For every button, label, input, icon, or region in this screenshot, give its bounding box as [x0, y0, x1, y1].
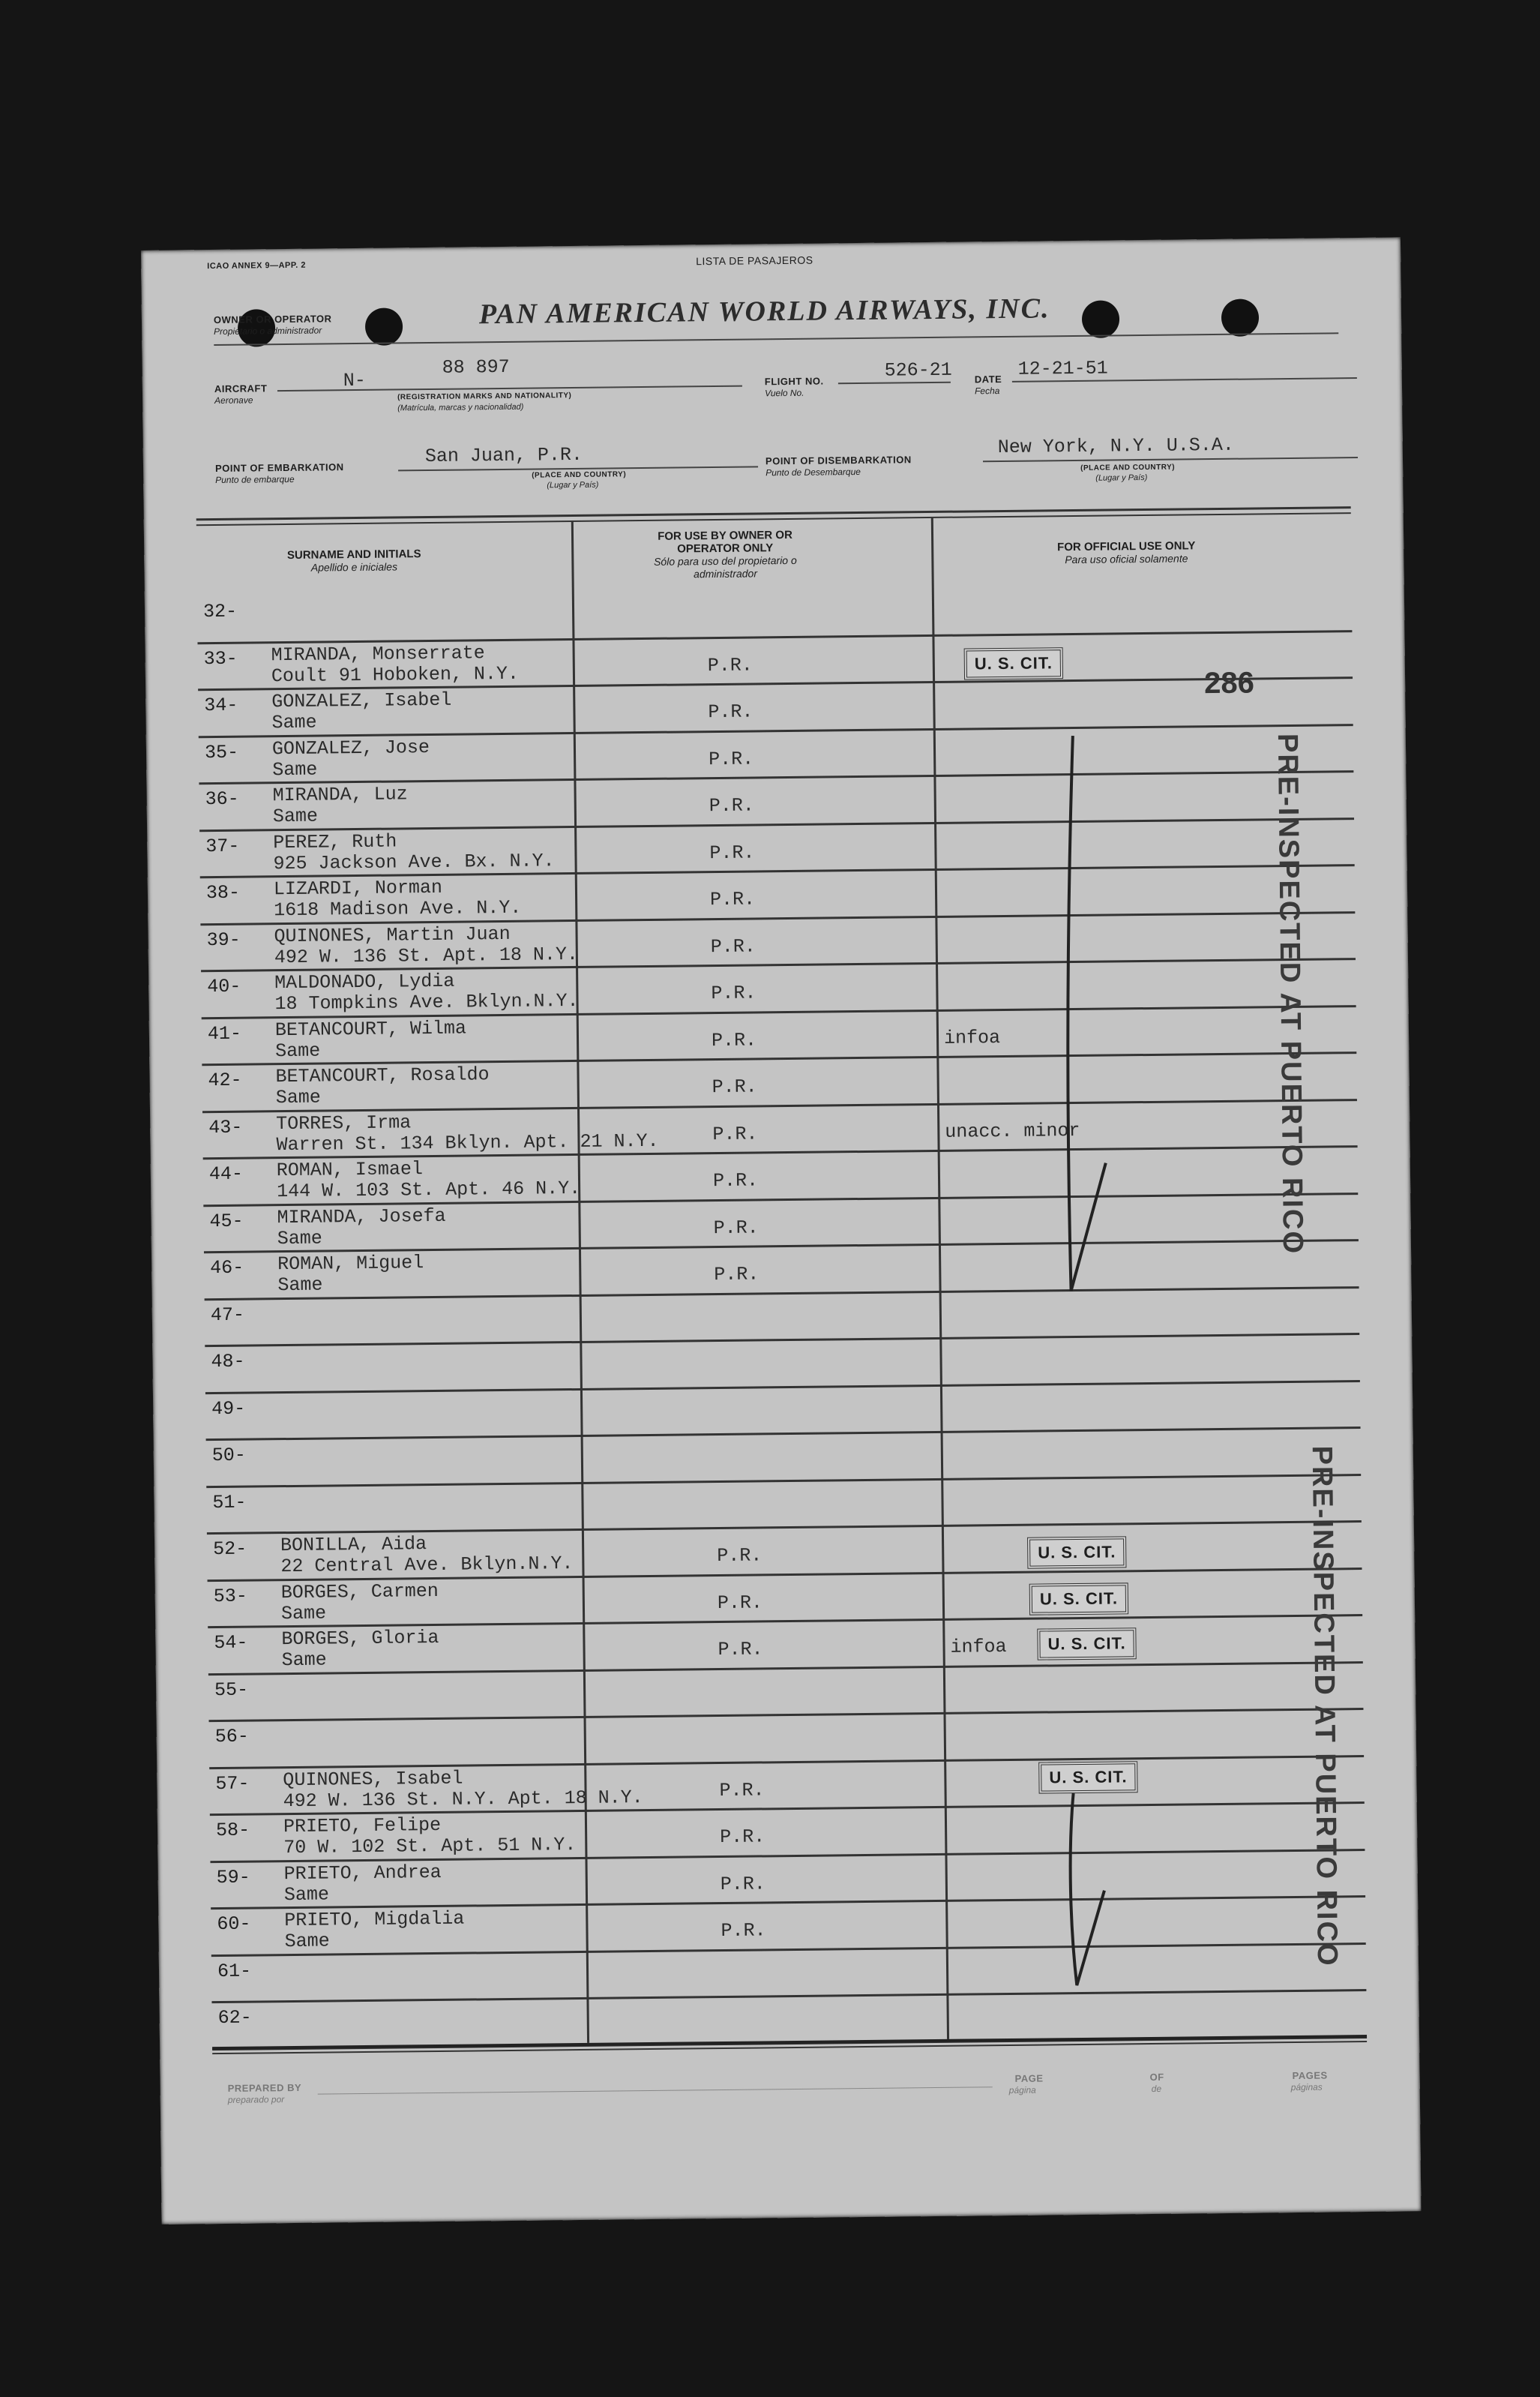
prepared-label-es: preparado por — [227, 2094, 285, 2105]
passenger-origin-code: P.R. — [707, 653, 753, 676]
row-number: 43- — [208, 1116, 243, 1138]
manifest-sheet — [141, 237, 1421, 2224]
passenger-note: unacc. minor — [945, 1119, 1080, 1143]
embark-label: POINT OF EMBARKATION — [214, 461, 344, 474]
registration-note: (REGISTRATION MARKS AND NATIONALITY) — [397, 391, 572, 402]
passenger-name: ROMAN, Ismael — [276, 1158, 424, 1182]
row-number: 62- — [217, 2006, 252, 2030]
aircraft-label-es: Aeronave — [214, 394, 253, 406]
passenger-name: BORGES, Gloria — [281, 1626, 439, 1651]
passenger-address: 492 W. 136 St. Apt. 18 N.Y. — [274, 943, 579, 968]
row-number: 45- — [209, 1210, 244, 1232]
pages-label-es: páginas — [1290, 2081, 1323, 2093]
passenger-origin-code: P.R. — [717, 1544, 763, 1568]
aircraft-label: AIRCRAFT — [214, 382, 268, 394]
passenger-name: TORRES, Irma — [276, 1111, 412, 1135]
passenger-name: PRIETO, Migdalia — [284, 1907, 465, 1932]
passenger-origin-code: P.R. — [714, 1263, 760, 1286]
page-count-number: 286 — [1203, 666, 1255, 700]
embark-place-note-es: (Lugar y País) — [547, 480, 599, 490]
row-number: 50- — [211, 1444, 246, 1467]
page-label-es: página — [1008, 2084, 1036, 2096]
passenger-origin-code: P.R. — [721, 1919, 766, 1942]
row-number: 34- — [204, 694, 238, 717]
embark-label-es: Punto de embarque — [215, 473, 295, 485]
passenger-address: 144 W. 103 St. Apt. 46 N.Y. — [276, 1177, 581, 1203]
row-number: 52- — [212, 1538, 247, 1561]
row-number: 60- — [217, 1912, 251, 1936]
passenger-origin-code: P.R. — [709, 841, 755, 864]
us-citizen-stamp: U. S. CIT. — [1029, 1582, 1129, 1615]
passenger-name: MIRANDA, Monserrate — [271, 641, 485, 666]
check-mark-icon — [141, 237, 1421, 2224]
row-number: 32- — [202, 600, 238, 623]
flight-date: 12-21-51 — [1017, 357, 1108, 380]
row-number: 37- — [205, 835, 240, 857]
annex-label: ICAO ANNEX 9—APP. 2 — [207, 260, 307, 272]
disembark-place-note: (PLACE AND COUNTRY) — [1080, 463, 1176, 472]
passenger-address: Same — [271, 711, 317, 734]
passenger-origin-code: P.R. — [717, 1591, 763, 1614]
disembark-label-es: Punto de Desembarque — [766, 466, 861, 478]
row-number: 48- — [211, 1350, 245, 1373]
passenger-address: Same — [277, 1274, 323, 1297]
passenger-origin-code: P.R. — [719, 1778, 765, 1802]
row-number: 39- — [206, 928, 241, 951]
row-number: 36- — [205, 788, 239, 811]
passenger-origin-code: P.R. — [711, 982, 757, 1005]
registration-note-es: (Matrícula, marcas y nacionalidad) — [397, 402, 524, 413]
pages-label: PAGES — [1292, 2069, 1328, 2082]
date-label: DATE — [974, 373, 1002, 386]
flight-label-es: Vuelo No. — [764, 387, 804, 399]
passenger-address: Same — [272, 805, 319, 828]
passenger-name: GONZALEZ, Jose — [271, 736, 430, 760]
passenger-address: Same — [275, 1086, 322, 1109]
passenger-name: MALDONADO, Lydia — [274, 970, 455, 994]
passenger-address: Same — [275, 1040, 321, 1062]
col-header-surname-es: Apellido e iniciales — [310, 560, 398, 574]
flight-label: FLIGHT NO. — [764, 375, 824, 388]
row-number: 40- — [207, 975, 241, 998]
row-number: 35- — [204, 741, 239, 764]
passenger-address: Same — [283, 1882, 330, 1906]
col-header-surname-text: SURNAME AND INITIALS — [286, 548, 421, 562]
passenger-address: 925 Jackson Ave. Bx. N.Y. — [273, 849, 555, 874]
row-number: 57- — [215, 1772, 250, 1795]
prepared-label: PREPARED BY — [227, 2081, 302, 2094]
passenger-note: infoa — [943, 1026, 1001, 1049]
passenger-address: Same — [284, 1930, 330, 1953]
passenger-address: 1618 Madison Ave. N.Y. — [274, 896, 522, 922]
us-citizen-stamp: U. S. CIT. — [964, 647, 1064, 680]
aircraft-prefix: N- — [343, 369, 366, 392]
row-number: 38- — [205, 881, 241, 904]
passenger-origin-code: P.R. — [712, 1122, 758, 1145]
disembark-place: New York, N.Y. U.S.A. — [997, 434, 1235, 459]
passenger-origin-code: P.R. — [709, 794, 754, 818]
preinspected-stamp: PRE-INSPECTED AT PUERTO RICO — [1305, 1445, 1344, 1967]
passenger-origin-code: P.R. — [712, 1076, 757, 1099]
passenger-origin-code: P.R. — [720, 1872, 766, 1895]
passenger-name: GONZALEZ, Isabel — [271, 688, 452, 713]
passenger-name: ROMAN, Miguel — [277, 1252, 424, 1276]
flight-number: 526-21 — [884, 358, 952, 382]
passenger-name: QUINONES, Isabel — [283, 1767, 463, 1791]
passenger-name: PRIETO, Andrea — [283, 1861, 442, 1885]
row-number: 33- — [203, 647, 238, 670]
disembark-label: POINT OF DISEMBARKATION — [765, 454, 912, 467]
passenger-origin-code: P.R. — [709, 888, 756, 911]
passenger-name: BONILLA, Aida — [280, 1533, 427, 1557]
row-number: 47- — [210, 1304, 245, 1326]
owner-label-es: Propietario o administrador — [214, 325, 322, 337]
us-citizen-stamp: U. S. CIT. — [1037, 1628, 1137, 1660]
embark-place-note: (PLACE AND COUNTRY) — [532, 470, 627, 480]
passenger-name: MIRANDA, Josefa — [277, 1204, 446, 1228]
embark-place: San Juan, P.R. — [424, 443, 583, 468]
row-number: 61- — [217, 1960, 252, 1982]
of-label: OF — [1149, 2071, 1164, 2084]
passenger-origin-code: P.R. — [708, 747, 754, 770]
disembark-place-note-es: (Lugar y País) — [1095, 472, 1148, 483]
date-label-es: Fecha — [974, 386, 1000, 397]
airline-name: PAN AMERICAN WORLD AIRWAYS, INC. — [478, 292, 1050, 331]
passenger-address: 492 W. 136 St. N.Y. Apt. 18 N.Y. — [283, 1786, 643, 1812]
passenger-address: Same — [280, 1602, 327, 1624]
passenger-name: BETANCOURT, Rosaldo — [275, 1064, 490, 1088]
passenger-origin-code: P.R. — [720, 1826, 766, 1849]
col-header-owner-text: FOR USE BY OWNER OR OPERATOR ONLY — [658, 528, 792, 556]
row-number: 54- — [214, 1631, 248, 1654]
col-header-owner-es: Sólo para uso del propietario o administrador — [653, 554, 797, 580]
us-citizen-stamp: U. S. CIT. — [1027, 1536, 1127, 1568]
row-number: 49- — [211, 1397, 246, 1420]
passenger-name: BETANCOURT, Wilma — [274, 1017, 467, 1041]
row-number: 55- — [214, 1678, 249, 1701]
passenger-address: 70 W. 102 St. Apt. 51 N.Y. — [283, 1834, 577, 1859]
passenger-name: PRIETO, Felipe — [283, 1814, 442, 1838]
row-number: 41- — [207, 1022, 242, 1045]
passenger-origin-code: P.R. — [711, 1028, 757, 1052]
row-number: 42- — [208, 1069, 242, 1092]
passenger-origin-code: P.R. — [718, 1638, 763, 1661]
of-label-es: de — [1151, 2083, 1162, 2095]
passenger-address: Warren St. 134 Bklyn. Apt. 21 N.Y. — [276, 1130, 659, 1156]
row-number: 46- — [210, 1256, 244, 1280]
passenger-address: 18 Tompkins Ave. Bklyn.N.Y. — [274, 989, 579, 1016]
row-number: 53- — [213, 1585, 247, 1607]
row-number: 51- — [212, 1491, 247, 1514]
preinspected-stamp: PRE-INSPECTED AT PUERTO RICO — [1271, 733, 1309, 1256]
passenger-name: BORGES, Carmen — [280, 1580, 439, 1604]
row-number: 56- — [214, 1725, 249, 1748]
row-number: 58- — [215, 1819, 250, 1842]
passenger-address: Coult 91 Hoboken, N.Y. — [271, 662, 520, 687]
passenger-name: PEREZ, Ruth — [273, 830, 397, 854]
list-title: LISTA DE PASAJEROS — [696, 254, 813, 268]
passenger-origin-code: P.R. — [710, 934, 756, 958]
owner-label: OWNER OR OPERATOR — [213, 313, 332, 326]
passenger-address: Same — [277, 1227, 322, 1250]
passenger-origin-code: P.R. — [708, 700, 754, 724]
page-label: PAGE — [1014, 2072, 1044, 2084]
row-number: 44- — [208, 1162, 244, 1186]
passenger-name: LIZARDI, Norman — [273, 876, 443, 901]
passenger-address: Same — [272, 758, 318, 781]
passenger-name: QUINONES, Martin Juan — [274, 922, 511, 947]
us-citizen-stamp: U. S. CIT. — [1038, 1761, 1138, 1793]
passenger-note: infoa — [950, 1636, 1007, 1658]
aircraft-registration: 88 897 — [442, 356, 510, 379]
col-header-official-text: FOR OFFICIAL USE ONLY — [1057, 539, 1196, 554]
row-number: 59- — [216, 1866, 250, 1888]
passenger-address: Same — [281, 1648, 327, 1672]
passenger-address: 22 Central Ave. Bklyn.N.Y. — [280, 1552, 574, 1578]
passenger-origin-code: P.R. — [712, 1169, 759, 1192]
col-header-official-es: Para uso oficial solamente — [1065, 552, 1188, 566]
passenger-name: MIRANDA, Luz — [272, 783, 408, 807]
passenger-origin-code: P.R. — [713, 1216, 759, 1239]
